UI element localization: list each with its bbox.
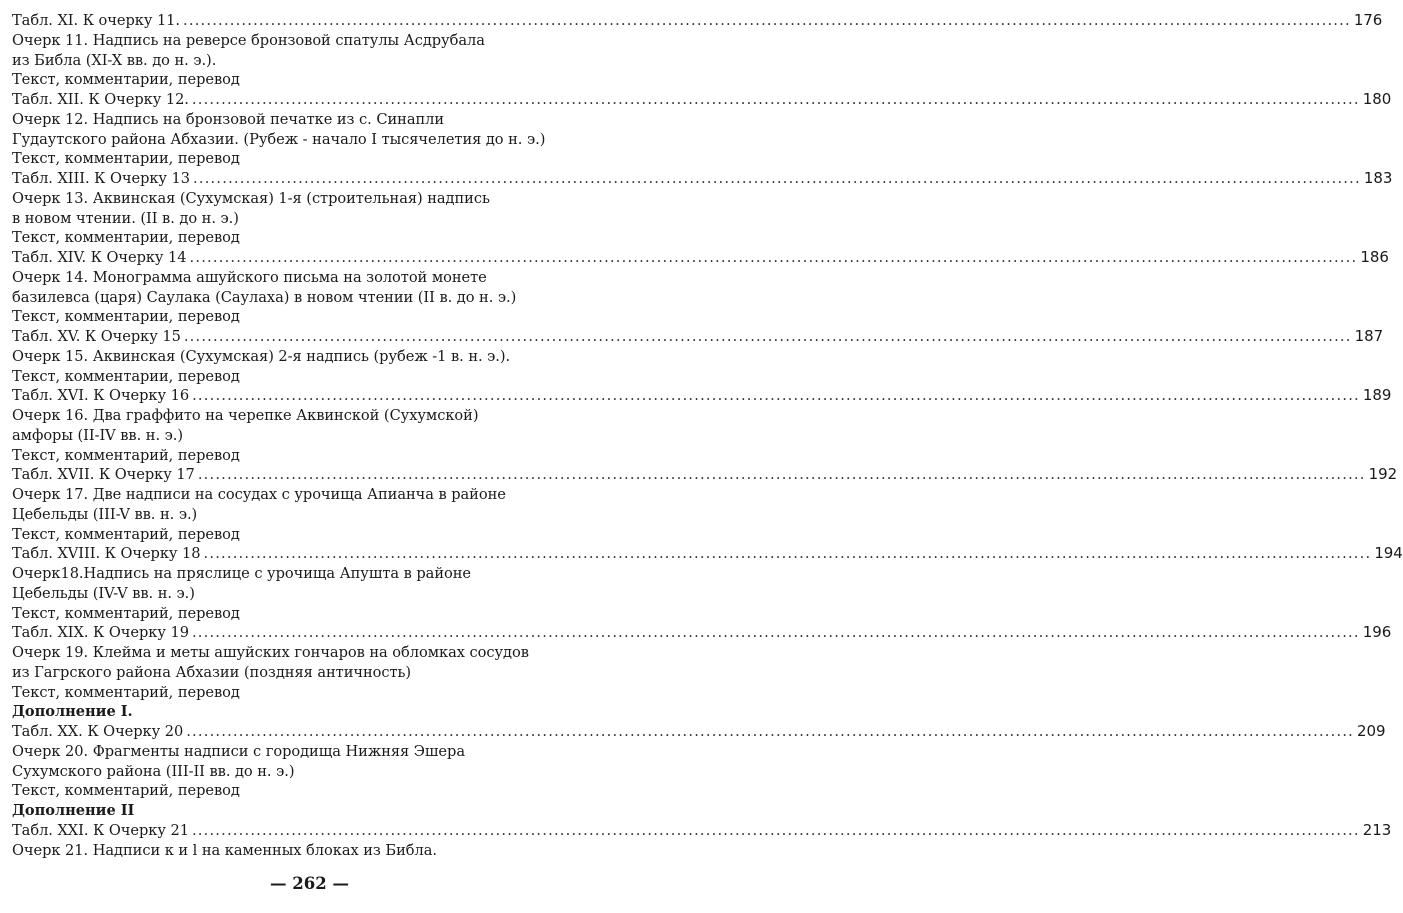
- toc-text-line: Очерк 12. Надпись на бронзовой печатке из с. Синапли: [12, 110, 445, 128]
- toc-text-line: Текст, комментарий, перевод: [12, 683, 240, 701]
- toc-text-line: Очерк 16. Два граффито на черепке Аквинской (Сухумской): [12, 407, 479, 424]
- dot-leader: ........................................................................................................................................................................................................: [197, 466, 1366, 484]
- toc-text-line: Очерк 20. Фрагменты надписи с городища Нижняя Эшера: [12, 742, 465, 760]
- toc-entry-label: Табл. XIII. К Очерку 13: [12, 170, 191, 187]
- toc-text-line: Текст, комментарий, перевод: [12, 604, 240, 622]
- toc-text-line: Текст, комментарии, перевод: [12, 308, 240, 326]
- toc-page-number: 213: [1362, 820, 1392, 839]
- toc-text-line: из Библа (XI-X вв. до н. э.).: [12, 51, 217, 69]
- toc-page: [12, 11, 1403, 860]
- toc-text-line: Очерк 13. Аквинская (Сухумская) 1-я (строительная) надпись: [12, 189, 490, 207]
- toc-text-line: Текст, комментарий, перевод: [12, 446, 240, 464]
- toc-text-line: Текст, комментарий, перевод: [12, 782, 240, 800]
- toc-entry: [12, 623, 1392, 643]
- toc-text-line: Текст, комментарии, перевод: [12, 229, 240, 247]
- toc-text-line: Текст, комментарии, перевод: [12, 150, 240, 168]
- toc-entry-label: Табл. XVIII. К Очерку 18: [12, 545, 201, 563]
- dot-leader: ........................................................................................................................................................................................................: [192, 387, 1360, 405]
- toc-text-line: Текст, комментарий, перевод: [12, 525, 240, 543]
- toc-text-line: Текст, комментарии, перевод: [12, 71, 240, 89]
- dot-leader: ........................................................................................................................................................................................................: [186, 723, 1355, 740]
- toc-entry: [12, 386, 1392, 406]
- toc-text-line: Очерк 21. Надписи к и l на каменных блоках из Библа.: [12, 841, 437, 859]
- toc-entry: [12, 90, 1392, 110]
- toc-entry: [12, 820, 1392, 841]
- toc-entry-label: Табл. XX. К Очерку 20: [12, 723, 184, 740]
- toc-entry: [12, 544, 1403, 564]
- toc-text-line: Очерк 17. Две надписи на сосудах с урочища Апианча в районе: [12, 486, 506, 503]
- toc-text-line: базилевса (царя) Саулака (Саулаха) в новом чтении (II в. до н. э.): [12, 288, 517, 306]
- toc-entry: [12, 248, 1389, 268]
- toc-page-number: 187: [1354, 327, 1384, 345]
- dot-leader: ........................................................................................................................................................................................................: [183, 12, 1351, 29]
- toc-text-line: Текст, комментарии, перевод: [12, 367, 240, 385]
- toc-entry: [12, 722, 1386, 742]
- toc-page-number: 183: [1363, 169, 1393, 187]
- toc-text-line: амфоры (II-IV вв. н. э.): [12, 426, 183, 444]
- toc-text-line: Очерк 14. Монограмма ашуйского письма на золотой монете: [12, 268, 487, 286]
- toc-text-line: из Гагрского района Абхазии (поздняя античность): [12, 663, 412, 681]
- toc-text-line: Сухумского района (III-II вв. до н. э.): [12, 762, 295, 780]
- section-heading: Дополнение II: [12, 802, 135, 819]
- toc-entry-label: Табл. XV. К Очерку 15: [12, 328, 181, 345]
- dot-leader: ........................................................................................................................................................................................................: [193, 170, 1361, 187]
- dot-leader: ........................................................................................................................................................................................................: [183, 328, 1352, 345]
- toc-entry-label: Табл. XII. К Очерку 12.: [12, 91, 189, 108]
- toc-text-line: Очерк 15. Аквинская (Сухумская) 2-я надпись (рубеж -1 в. н. э.).: [12, 347, 511, 365]
- toc-text-line: Очерк 11. Надпись на реверсе бронзовой спатулы Асдрубала: [12, 31, 485, 49]
- toc-text-line: Цебельды (IV-V вв. н. э.): [12, 584, 195, 602]
- toc-text-line: Гудаутского района Абхазии. (Рубеж - начало I тысячелетия до н. э.): [12, 130, 546, 148]
- page-number: — 262 —: [270, 874, 349, 893]
- toc-entry: [12, 465, 1398, 485]
- toc-page-number: 180: [1362, 90, 1392, 108]
- toc-page-number: 194: [1374, 544, 1403, 563]
- toc-entry-label: Табл. XVII. К Очерку 17: [12, 466, 195, 484]
- toc-entry-label: Табл. XIX. К Очерку 19: [12, 624, 189, 642]
- toc-entry: [12, 11, 1383, 31]
- toc-entry-label: Табл. XXI. К Очерку 21: [12, 821, 189, 839]
- dot-leader: ........................................................................................................................................................................................................: [191, 624, 1360, 642]
- toc-text-line: Очерк18.Надпись на пряслице с урочища Апушта в районе: [12, 565, 471, 582]
- toc-page-number: 209: [1357, 722, 1386, 740]
- dot-leader: ........................................................................................................................................................................................................: [191, 821, 1360, 839]
- toc-text-line: в новом чтении. (II в. до н. э.): [12, 209, 239, 227]
- toc-page-number: 189: [1362, 386, 1392, 405]
- toc-entry-label: Табл. XIV. К Очерку 14: [12, 249, 187, 266]
- dot-leader: ........................................................................................................................................................................................................: [203, 545, 1372, 563]
- toc-entry-label: Табл. XVI. К Очерку 16: [12, 387, 190, 405]
- toc-text-line: Очерк 19. Клейма и меты ашуйских гончаров на обломках сосудов: [12, 644, 529, 661]
- section-heading: Дополнение I.: [12, 703, 133, 721]
- toc-page-number: 192: [1368, 465, 1398, 484]
- dot-leader: ........................................................................................................................................................................................................: [189, 249, 1358, 266]
- toc-page-number: 186: [1360, 248, 1389, 266]
- toc-page-number: 196: [1362, 623, 1392, 642]
- toc-entry-label: Табл. XI. К очерку 11.: [12, 12, 181, 29]
- toc-entry: [12, 327, 1384, 347]
- dot-leader: ........................................................................................................................................................................................................: [191, 91, 1360, 108]
- toc-text-line: Цебельды (III-V вв. н. э.): [12, 505, 198, 523]
- toc-entry: [12, 169, 1393, 189]
- toc-page-number: 176: [1353, 11, 1383, 29]
